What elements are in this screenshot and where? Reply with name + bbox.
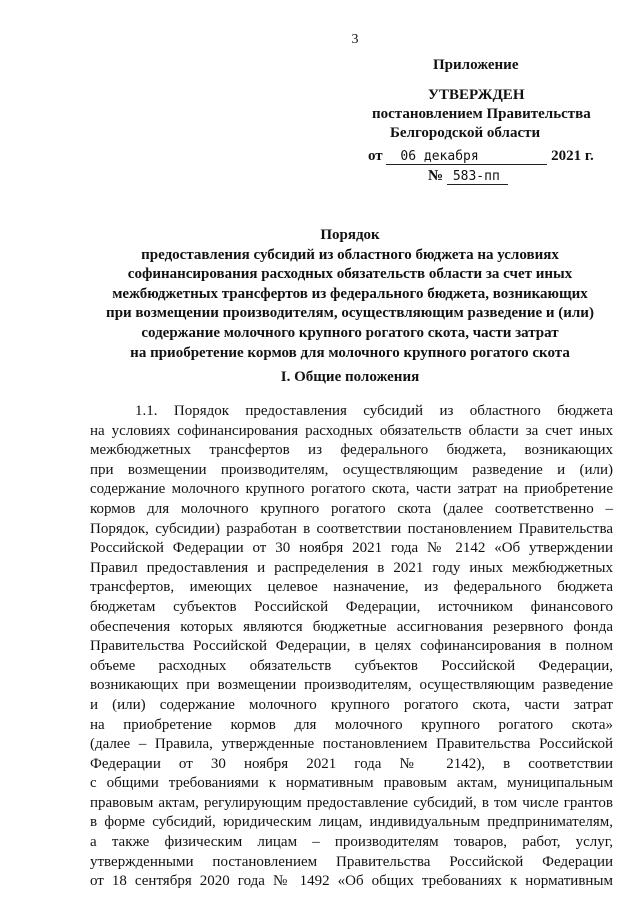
title-line: софинансирования расходных обязательств области за счет иных: [127, 266, 573, 283]
title-line: содержание молочного крупного рогатого скота, части затрат: [141, 324, 559, 341]
section-title: I. Общие положения: [280, 369, 420, 385]
number-handwritten: 583-пп: [447, 169, 508, 185]
paragraph-line: трансфертов, имеющих целевое назначение, из федерального бюджета: [90, 579, 613, 596]
approving-body: постановлением Правительства: [372, 106, 591, 122]
paragraph-line: обеспечения которых являются бюджетные ассигнования резервного фонда: [90, 618, 613, 635]
year-suffix: 2021 г.: [551, 148, 594, 164]
paragraph-line: объеме расходных обязательств субъектов Российской Федерации,: [90, 657, 613, 674]
paragraph-line: а также физическим лицам – производителям товаров, работ, услуг,: [90, 834, 613, 851]
paragraph-line: с общими требованиями к нормативным правовым актам, муниципальным: [90, 775, 613, 792]
paragraph-line: содержание молочного крупного рогатого скота, части затрат на приобретение: [90, 481, 613, 498]
document-title: [90, 226, 610, 363]
number-prefix: №: [428, 168, 444, 184]
date-prefix: от: [368, 148, 383, 164]
date-handwritten: 06 декабря: [386, 149, 547, 165]
paragraph-line: правовым актам, регулирующим предоставление субсидий, в том числе грантов: [90, 794, 613, 811]
title-line: на приобретение кормов для молочного крупного рогатого скота: [130, 344, 570, 361]
paragraph-1-1: [90, 402, 613, 892]
paragraph-line: 1.1. Порядок предоставления субсидий из областного бюджета: [135, 403, 613, 419]
paragraph-line: бюджетам субъектов Российской Федерации, источником финансового: [90, 598, 613, 615]
page-number: 3: [351, 32, 359, 47]
paragraph-line: на условиях софинансирования расходных обязательств области за счет иных: [90, 422, 613, 439]
number-line: [428, 167, 618, 186]
paragraph-line: от 18 сентября 2020 года № 1492 «Об общих требованиях к нормативным: [90, 873, 613, 890]
paragraph-line: (далее – Правила, утвержденные постановлением Правительства Российской: [90, 736, 613, 753]
paragraph-line: на приобретение кормов для молочного крупного рогатого скота»: [90, 716, 613, 733]
paragraph-line: утвержденными постановлением Правительства Российской Федерации: [90, 853, 613, 870]
paragraph-line: межбюджетных трансфертов из федерального бюджета, возникающих: [90, 442, 613, 459]
paragraph-line: и (или) содержание молочного крупного рогатого скота, части затрат: [90, 696, 613, 713]
paragraph-line: Правительства Российской Федерации, в целях софинансирования в полном: [90, 638, 613, 655]
approved-label: УТВЕРЖДЕН: [428, 87, 525, 103]
paragraph-line: возникающих при возмещении производителям, осуществляющим разведение: [90, 677, 613, 694]
paragraph-line: Порядок, субсидии) разработан в соответствии постановлением Правительства: [90, 520, 613, 537]
paragraph-line: при возмещении производителям, осуществляющим разведение и (или): [90, 461, 613, 478]
title-line: межбюджетных трансфертов из федерального бюджета, возникающих: [112, 285, 588, 302]
paragraph-line: кормов для молочного крупного рогатого скота (далее соответственно –: [90, 500, 613, 517]
approval-block: [368, 56, 618, 186]
paragraph-line: Правил предоставления и распределения в 2021 году иных межбюджетных: [90, 559, 613, 576]
title-line: предоставления субсидий из областного бюджета на условиях: [141, 246, 559, 263]
paragraph-line: Федерации от 30 ноября 2021 года № 2142), в соответствии: [90, 755, 613, 772]
date-line: [368, 147, 618, 166]
region-name: Белгородской области: [390, 125, 541, 141]
title-line: при возмещении производителям, осуществляющим разведение и (или): [106, 305, 594, 322]
title-lines: [90, 246, 610, 364]
title-word: Порядок: [320, 227, 380, 243]
appendix-heading: Приложение: [433, 57, 519, 73]
paragraph-line: в форме субсидий, юридическим лицам, индивидуальным предпринимателям,: [90, 814, 613, 831]
paragraph-line: Российской Федерации от 30 ноября 2021 года № 2142 «Об утверждении: [90, 540, 613, 557]
